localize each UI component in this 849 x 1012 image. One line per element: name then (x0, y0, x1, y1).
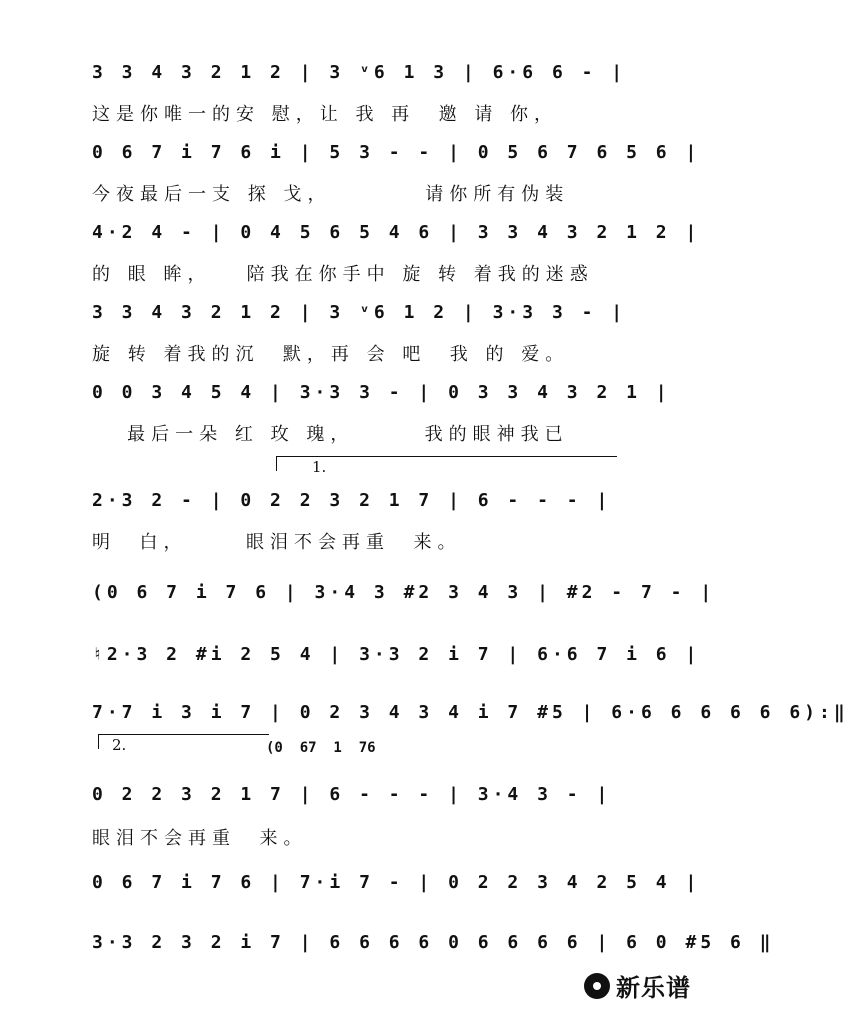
lyrics: 这是你唯一的安 慰，让 我 再 邀 请 你， (92, 104, 559, 125)
notation: 7·7 i 3 i 7 | 0 2 3 4 3 4 i 7 #5 | 6·6 6 6 6 6 6):‖ (92, 702, 849, 723)
notation: 0 2 2 3 2 1 7 | 6 - - - | 3·4 3 - | (92, 784, 612, 805)
lyrics: 明 白， 眼泪不会再重 来。 (92, 532, 462, 553)
notation: 0 6 7 i 7 6 i | 5 3 - - | 0 5 6 7 6 5 6 | (92, 142, 701, 163)
notation: 4·2 4 - | 0 4 5 6 5 4 6 | 3 3 4 3 2 1 2 | (92, 222, 701, 243)
staff-row-5 (0, 370, 710, 445)
notation: (0 6 7 i 7 6 | 3·4 3 #2 3 4 3 | #2 - 7 - | (92, 582, 716, 603)
notation: ♮2·3 2 #i 2 5 4 | 3·3 2 i 7 | 6·6 7 i 6 | (92, 644, 701, 665)
staff-row-6 (0, 478, 710, 553)
lyrics: 今夜最后一支 探 戈， 请你所有伪装 (92, 184, 570, 205)
lyrics: 最后一朵 红 玫 瑰， 我的眼神我已 (92, 424, 569, 445)
lyrics: 旋 转 着我的沉 默，再 会 吧 我 的 爱。 (92, 344, 570, 365)
staff-row-1 (0, 50, 710, 125)
staff-row-10 (0, 772, 710, 849)
staff-row-3 (0, 210, 710, 285)
ending-1-bracket (276, 456, 617, 471)
notation: 0 6 7 i 7 6 | 7·i 7 - | 0 2 2 3 4 2 5 4 | (92, 872, 701, 893)
notation: 3 3 4 3 2 1 2 | 3 ᵛ6 1 2 | 3·3 3 - | (92, 302, 627, 323)
notation: 3·3 2 3 2 i 7 | 6 6 6 6 0 6 6 6 6 | 6 0 #5 6 ‖ (92, 932, 775, 953)
ending-2-inner-notes: (0 67 1 76 (266, 740, 376, 756)
notation: 0 0 3 4 5 4 | 3·3 3 - | 0 3 3 4 3 2 1 | (92, 382, 671, 403)
lyrics: 的 眼 眸， 陪我在你手中 旋 转 着我的迷惑 (92, 264, 594, 285)
notation: 2·3 2 - | 0 2 2 3 2 1 7 | 6 - - - | (92, 490, 612, 511)
staff-row-7 (0, 570, 716, 626)
vinyl-icon (584, 973, 610, 999)
staff-row-8 (0, 632, 710, 688)
lyrics: 眼泪不会再重 来。 (92, 828, 308, 849)
site-logo (584, 968, 691, 1003)
notation: 3 3 4 3 2 1 2 | 3 ᵛ6 1 3 | 6·6 6 - | (92, 62, 627, 83)
staff-row-2 (0, 130, 710, 205)
ending-1-label: 1. (312, 458, 327, 476)
ending-2-label: 2. (112, 736, 127, 754)
staff-row-11 (0, 860, 710, 916)
staff-row-4 (0, 290, 710, 365)
logo-text: 新乐谱 (616, 974, 691, 1002)
